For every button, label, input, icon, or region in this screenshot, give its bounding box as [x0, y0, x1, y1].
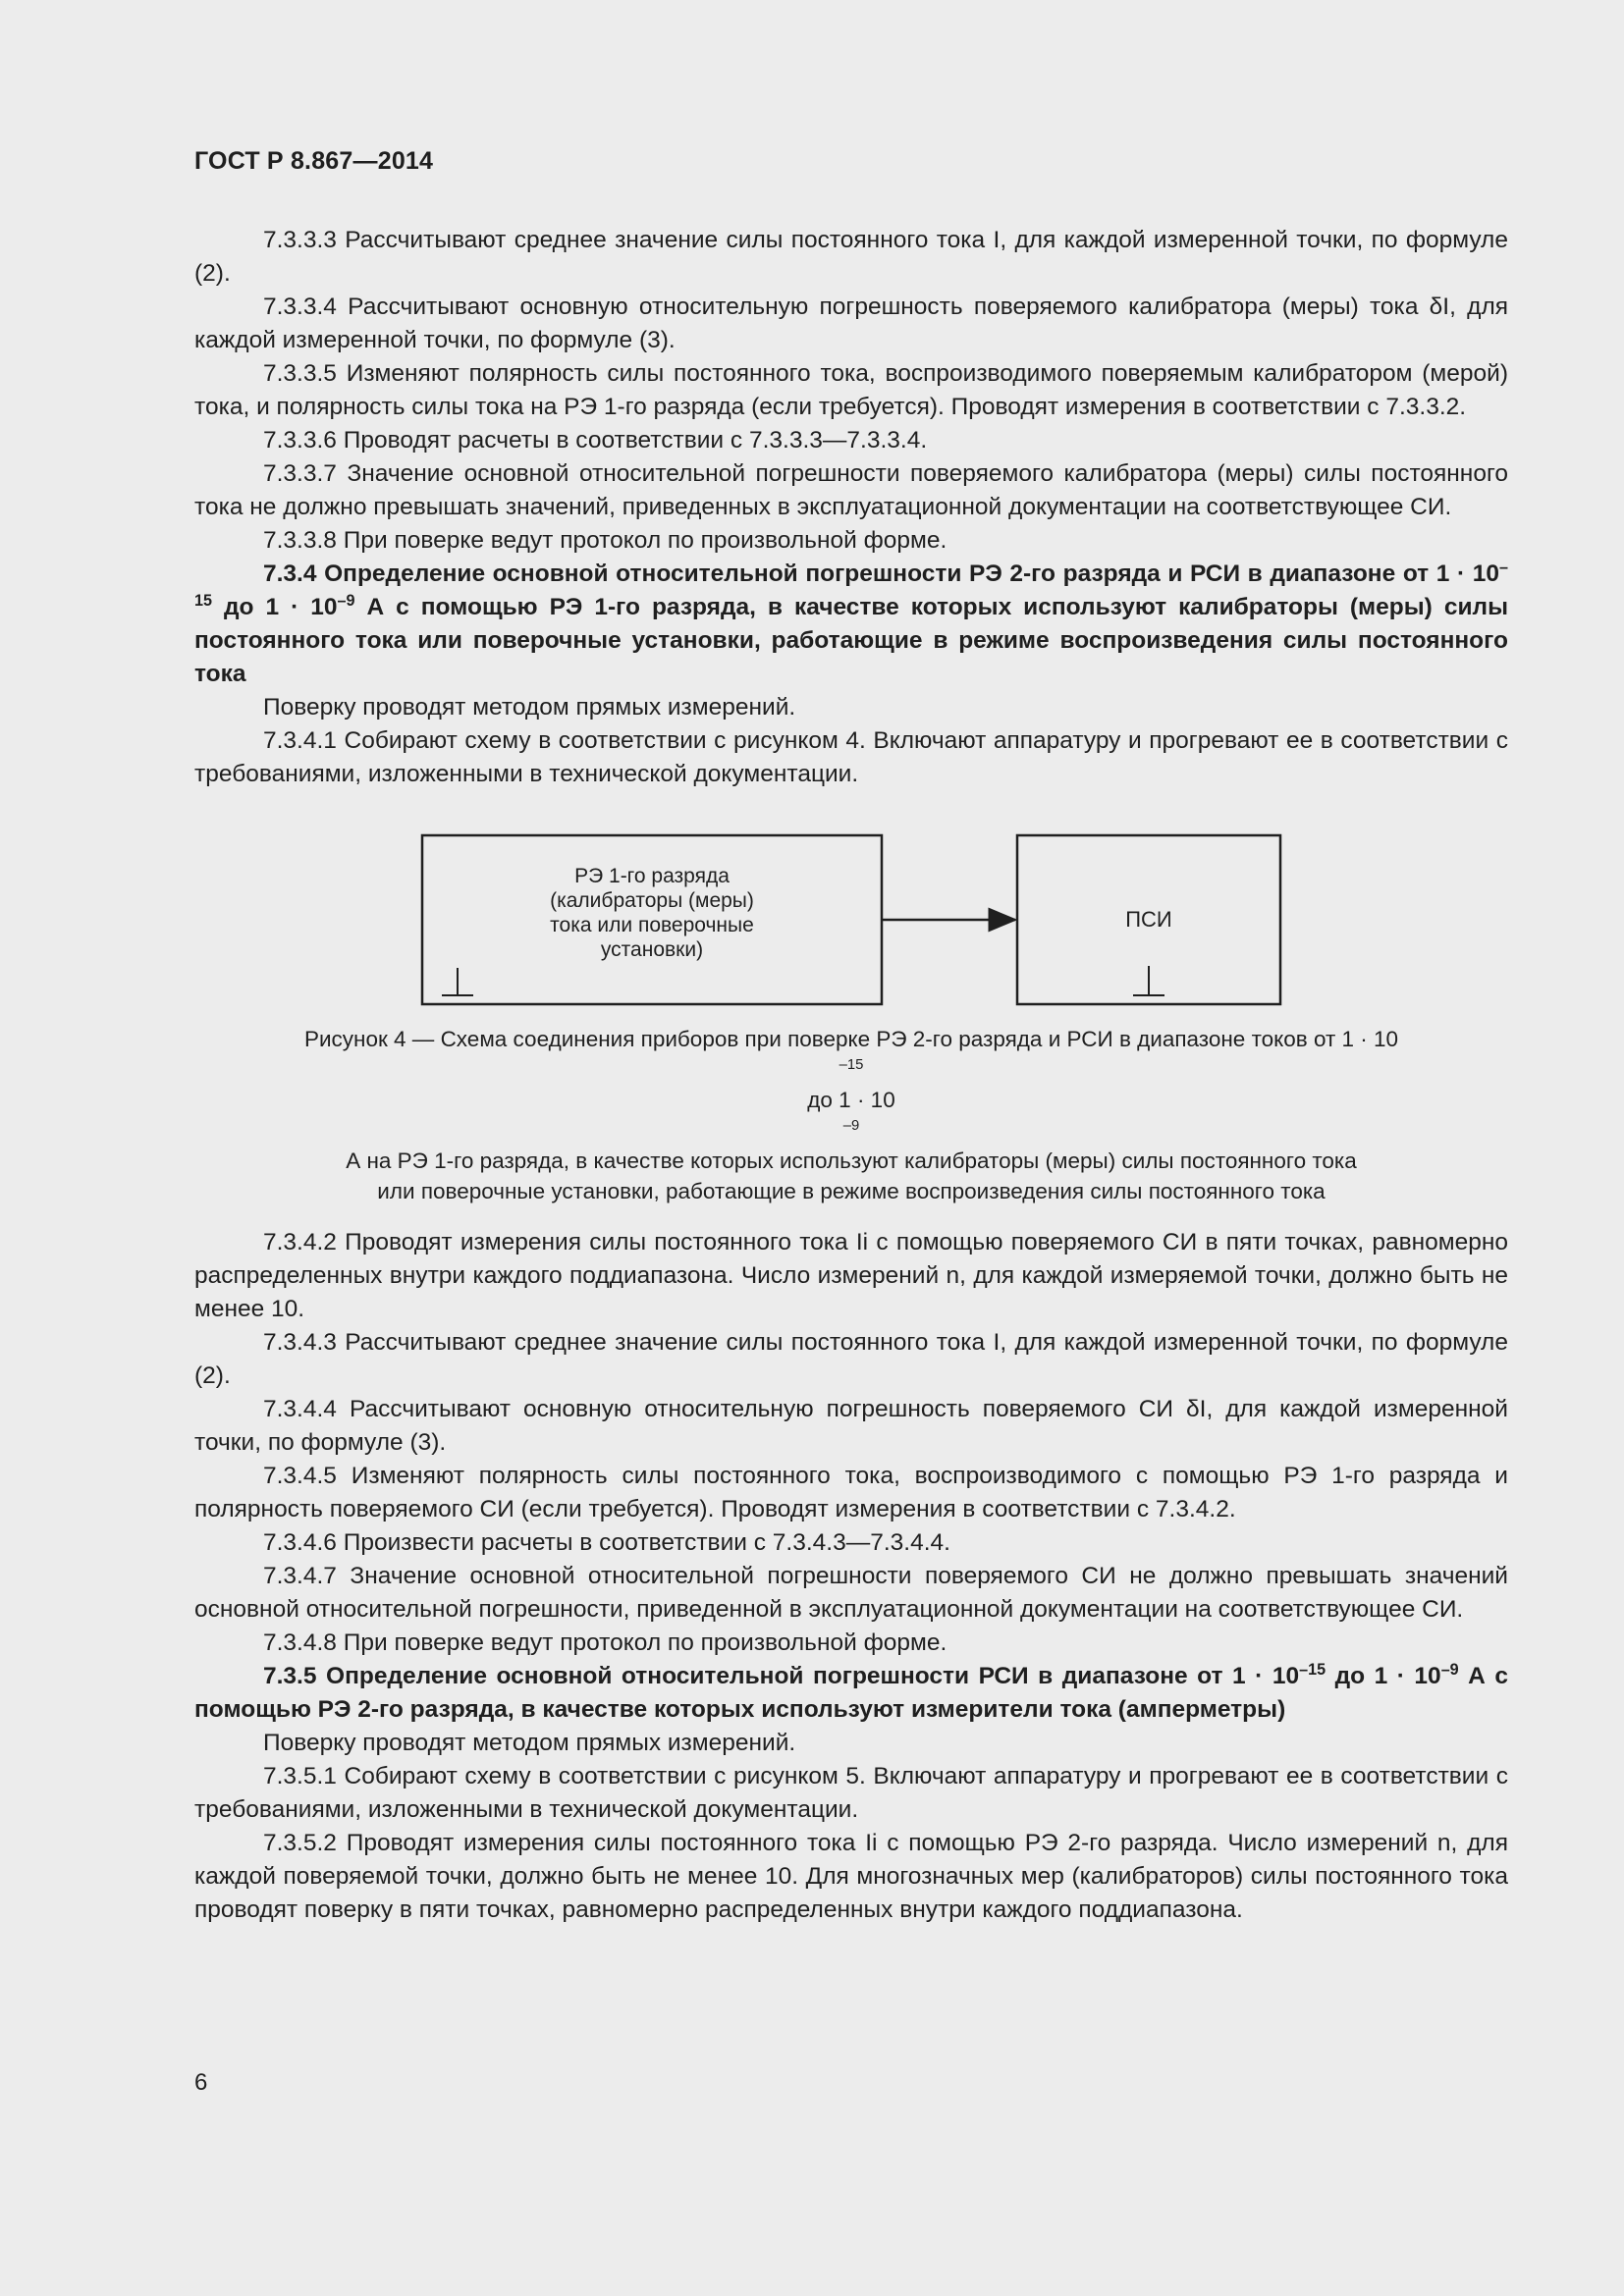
- document-header: ГОСТ Р 8.867—2014: [194, 147, 434, 175]
- page-number: 6: [194, 2069, 208, 2096]
- clause-text: Рассчитывают основную относительную погрешность поверяемого СИ δI, для каждой измеренной точки, по формуле (3).: [194, 1396, 1508, 1456]
- psi-label: ПСИ: [1125, 907, 1172, 932]
- clause-7-3-4-3: [194, 1326, 1508, 1393]
- clause-7-3-3-3: [194, 224, 1508, 291]
- clause-7-3-4-5: [194, 1460, 1508, 1526]
- clause-number: 7.3.5.2: [263, 1830, 337, 1856]
- heading-text: А с помощью РЭ 2-го разряда, в качестве которых используют измерители тока (амперметры): [194, 1663, 1509, 1723]
- clause-number: 7.3.3.6: [263, 427, 337, 454]
- clause-7-3-5-2: [194, 1827, 1508, 1927]
- clause-7-3-4-1: [194, 724, 1508, 791]
- heading-text: до 1 · 10: [1326, 1663, 1441, 1689]
- clause-number: 7.3.3.3: [263, 227, 337, 253]
- clause-number: 7.3.4.1: [263, 727, 337, 754]
- clause-7-3-4-8: [194, 1627, 1508, 1660]
- clause-number: 7.3.4.7: [263, 1563, 337, 1589]
- re1-label-line: установки): [600, 938, 704, 961]
- clause-number: 7.3.4.8: [263, 1629, 337, 1656]
- heading-text: Определение основной относительной погрешности РСИ в диапазоне от 1 · 10: [326, 1663, 1300, 1689]
- clause-number: 7.3.3.5: [263, 360, 337, 387]
- clause-7-3-3-5: [194, 357, 1508, 424]
- clause-number: 7.3.3.8: [263, 527, 337, 554]
- clause-7-3-3-4: [194, 291, 1508, 357]
- ground-symbol-icon: [1133, 966, 1164, 995]
- clause-number: 7.3.4.6: [263, 1529, 337, 1556]
- clause-7-3-4-6: [194, 1526, 1508, 1560]
- clause-text: Значение основной относительной погрешности поверяемого калибратора (меры) силы постоянного тока не должно превышать значений, приведенных в эксплуатационной документации на соответствующее СИ.: [194, 460, 1508, 520]
- clause-number: 7.3.4.3: [263, 1329, 337, 1356]
- clause-number: 7.3.4.4: [263, 1396, 337, 1422]
- re1-label-line: тока или поверочные: [550, 914, 754, 936]
- section-heading-7-3-4: [194, 558, 1508, 691]
- figure-4-caption: [194, 1024, 1508, 1206]
- exponent: –15: [194, 559, 1508, 611]
- clause-number: 7.3.4.2: [263, 1229, 337, 1255]
- document-body: [194, 224, 1508, 1927]
- clause-7-3-5-1: [194, 1760, 1508, 1827]
- heading-text: А с помощью РЭ 1-го разряда, в качестве которых используют калибраторы (меры) силы постоянного тока или поверочные установки, работающие в режиме воспроизведения силы постоянного тока: [194, 594, 1509, 687]
- exponent: –15: [1299, 1661, 1326, 1680]
- clause-text: Проводят расчеты в соответствии с 7.3.3.3—7.3.3.4.: [343, 427, 928, 454]
- clause-number: 7.3.3.4: [263, 294, 337, 320]
- re1-label-line: РЭ 1-го разряда: [574, 865, 730, 887]
- clause-7-3-3-7: [194, 457, 1508, 524]
- clause-7-3-3-6: [194, 424, 1508, 457]
- clause-text: Рассчитывают основную относительную погрешность поверяемого калибратора (меры) тока δI, для каждой измеренной точки, по формуле (3).: [194, 294, 1509, 353]
- clause-text: Рассчитывают среднее значение силы постоянного тока I, для каждой измеренной точки, по формуле (2).: [194, 1329, 1508, 1389]
- clause-text: При поверке ведут протокол по произвольной форме.: [343, 1629, 947, 1656]
- clause-number: 7.3.4.5: [263, 1463, 337, 1489]
- method-note: Поверку проводят методом прямых измерений.: [263, 1730, 796, 1756]
- heading-text: до 1 · 10: [211, 594, 338, 620]
- section-number: 7.3.5: [263, 1663, 317, 1689]
- clause-7-3-4-4: [194, 1393, 1508, 1460]
- caption-line: Рисунок 4 — Схема соединения приборов при поверке РЭ 2-го разряда и РСИ в диапазоне токов от 1 · 10 $^{-15}$: [303, 1027, 1399, 1073]
- connection-diagram: [194, 811, 1508, 1022]
- figure-4-diagram: [194, 811, 1508, 1022]
- clause-text: Значение основной относительной погрешности поверяемого СИ не должно превышать значений основной относительной погрешности, приведенной в эксплуатационной документации на соответствующее СИ.: [194, 1563, 1508, 1623]
- clause-number: 7.3.5.1: [263, 1763, 337, 1789]
- clause-text: При поверке ведут протокол по произвольной форме.: [343, 527, 947, 554]
- exponent: –15: [839, 1056, 864, 1073]
- exponent: –9: [1440, 1661, 1459, 1680]
- clause-text: Собирают схему в соответствии с рисунком 5. Включают аппаратуру и прогревают ее в соответствии с требованиями, изложенными в технической документации.: [194, 1763, 1508, 1823]
- clause-text: Изменяют полярность силы постоянного тока, воспроизводимого с помощью РЭ 1-го разряда и полярность поверяемого СИ (если требуется). Проводят измерения в соответствии с 7.3.4.2.: [194, 1463, 1508, 1522]
- clause-7-3-4-7: [194, 1560, 1508, 1627]
- caption-line: до 1 · 10 $^{-9}$ А на РЭ 1-го разряда, в качестве которых используют калибраторы (меры) силы постоянного тока: [346, 1088, 1357, 1173]
- heading-text: Определение основной относительной погрешности РЭ 2-го разряда и РСИ в диапазоне от 1 · 10: [324, 561, 1499, 587]
- clause-text: Собирают схему в соответствии с рисунком 4. Включают аппаратуру и прогревают ее в соответствии с требованиями, изложенными в технической документации.: [194, 727, 1508, 787]
- section-heading-7-3-5: [194, 1660, 1508, 1727]
- clause-text: Рассчитывают среднее значение силы постоянного тока I, для каждой измеренной точки, по формуле (2).: [194, 227, 1508, 287]
- ground-symbol-icon: [442, 968, 473, 995]
- caption-line: или поверочные установки, работающие в режиме воспроизведения силы постоянного тока: [377, 1179, 1326, 1203]
- clause-7-3-3-8: [194, 524, 1508, 558]
- exponent: –9: [337, 592, 355, 611]
- section-number: 7.3.4: [263, 561, 317, 587]
- clause-text: Изменяют полярность силы постоянного тока, воспроизводимого поверяемым калибратором (мерой) тока, и полярность силы тока на РЭ 1-го разряда (если требуется). Проводят измерения в соответствии с 7.3.3.2.: [194, 360, 1508, 420]
- clause-text: Проводят измерения силы постоянного тока Ii с помощью поверяемого СИ в пяти точках, равномерно распределенных внутри каждого поддиапазона. Число измерений n, для каждой измеряемой точки, должно быть не менее 10.: [194, 1229, 1508, 1322]
- method-note: Поверку проводят методом прямых измерений.: [263, 694, 796, 721]
- clause-7-3-4-2: [194, 1226, 1508, 1326]
- clause-text: Произвести расчеты в соответствии с 7.3.4.3—7.3.4.4.: [343, 1529, 950, 1556]
- re1-label-line: (калибраторы (меры): [550, 889, 754, 912]
- exponent: –9: [842, 1117, 860, 1134]
- clause-text: Проводят измерения силы постоянного тока Ii с помощью РЭ 2-го разряда. Число измерений n, для каждой поверяемой точки, должно быть не менее 10. Для многозначных мер (калибраторов) силы постоянного тока проводят поверку в пяти точках, равномерно распределенных внутри каждого поддиапазона.: [194, 1830, 1508, 1923]
- clause-number: 7.3.3.7: [263, 460, 337, 487]
